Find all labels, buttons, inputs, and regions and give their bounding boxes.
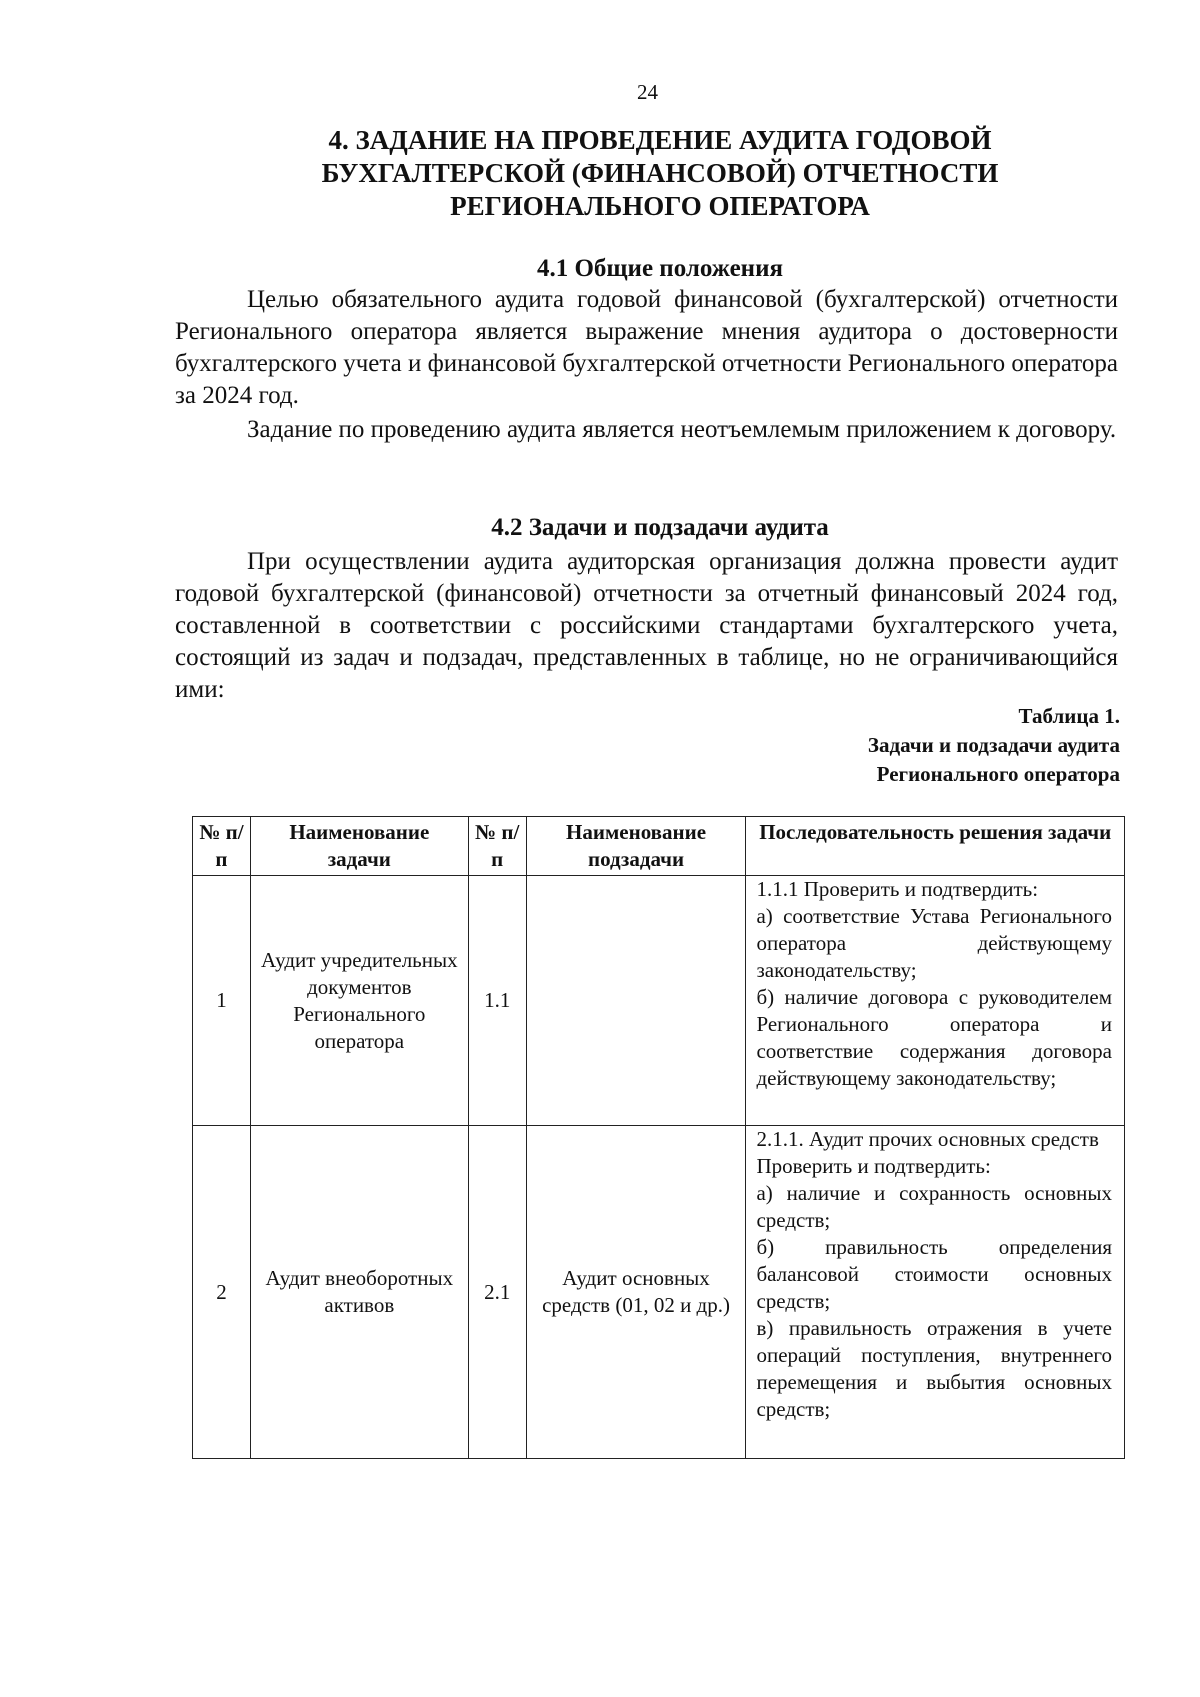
header-num: № п/п: [193, 817, 251, 876]
audit-tasks-table: [192, 816, 1125, 1459]
table-row: [193, 876, 1125, 1126]
title-line: РЕГИОНАЛЬНОГО ОПЕРАТОРА: [450, 191, 870, 221]
cell-sequence: [746, 876, 1125, 1126]
sequence-line: 1.1.1 Проверить и подтвердить:: [756, 877, 1039, 901]
section-heading-general: 4.1 Общие положения: [536, 255, 783, 282]
sequence-line: в) правильность отражения в учете операций поступления, внутреннего перемещения и выбытия основных средств;: [756, 1316, 1112, 1421]
paragraph-purpose: Целью обязательного аудита годовой финансовой (бухгалтерской) отчетности Регионального оператора является выражение мнения аудитора о достоверности бухгалтерского учета и финансовой бухгалтерской отчетности Регионального оператора за 2024 год.: [175, 286, 1118, 409]
sequence-line: б) правильность определения балансовой стоимости основных средств;: [756, 1235, 1112, 1313]
header-task: Наименование задачи: [250, 817, 468, 876]
table-header-row: [193, 817, 1125, 876]
title-line: 4. ЗАДАНИЕ НА ПРОВЕДЕНИЕ АУДИТА ГОДОВОЙ: [328, 125, 992, 155]
paragraph-tasks-intro: При осуществлении аудита аудиторская организация должна провести аудит годовой бухгалтерской (финансовой) отчетности за отчетный финансовый 2024 год, составленной в соответствии с российскими стандартами бухгалтерского учета, состоящий из задач и подзадач, представленных в таблице, но не ограничивающийся ими:: [175, 548, 1118, 703]
page-number: 24: [637, 80, 658, 104]
cell-task: Аудит внеоборотных активов: [250, 1126, 468, 1459]
sequence-line: а) соответствие Устава Регионального оператора действующему законодательству;: [756, 904, 1112, 982]
cell-subnum: 2.1: [468, 1126, 526, 1459]
sequence-line: 2.1.1. Аудит прочих основных средств: [756, 1127, 1099, 1151]
cell-num: 2: [193, 1126, 251, 1459]
cell-sequence: [746, 1126, 1125, 1459]
header-sequence: Последовательность решения задачи: [746, 817, 1125, 876]
sequence-line: б) наличие договора с руководителем Регионального оператора и соответствие содержания договора действующему законодательству;: [756, 985, 1112, 1090]
table-caption: [868, 702, 1120, 789]
sequence-line: а) наличие и сохранность основных средств;: [756, 1181, 1112, 1232]
cell-task: Аудит учредительных документов Регионального оператора: [250, 876, 468, 1126]
cell-subtask: Аудит основных средств (01, 02 и др.): [526, 1126, 746, 1459]
paragraph-appendix: Задание по проведению аудита является неотъемлемым приложением к договору.: [247, 416, 1117, 443]
header-subtask: Наименование подзадачи: [526, 817, 746, 876]
cell-subtask: [526, 876, 746, 1126]
table-caption-title: Задачи и подзадачи аудита: [867, 733, 1120, 757]
table-row: [193, 1126, 1125, 1459]
section-heading-tasks: 4.2 Задачи и подзадачи аудита: [491, 514, 829, 541]
table-caption-subtitle: Регионального оператора: [876, 762, 1120, 786]
sequence-line: Проверить и подтвердить:: [756, 1154, 991, 1178]
document-title: [200, 124, 1120, 223]
header-subnum: № п/п: [468, 817, 526, 876]
cell-subnum: 1.1: [468, 876, 526, 1126]
table-caption-number: Таблица 1.: [1018, 704, 1120, 728]
cell-num: 1: [193, 876, 251, 1126]
title-line: БУХГАЛТЕРСКОЙ (ФИНАНСОВОЙ) ОТЧЕТНОСТИ: [321, 158, 999, 188]
